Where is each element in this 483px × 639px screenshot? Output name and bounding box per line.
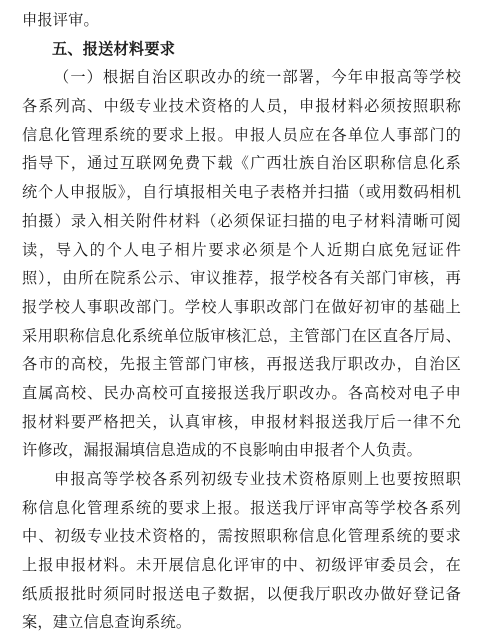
text-line: 直属高校、民办高校可直接报送我厅职改办。各高校对电子申: [22, 383, 461, 402]
text-line: 各市的高校，先报主管部门审核，再报送我厅职改办，自治区: [22, 355, 461, 374]
text-line: 信息化管理系统的要求上报。申报人员应在各单位人事部门的: [22, 125, 461, 144]
text-line: 采用职称信息化系统单位版审核汇总，主管部门在区直各厅局、: [22, 326, 461, 345]
paragraph-first-line: （一）根据自治区职改办的统一部署，今年申报高等学校: [54, 68, 461, 87]
text-line: 报学校人事职改部门。学校人事职改部门在做好初审的基础上: [22, 297, 461, 316]
text-line: 指导下，通过互联网免费下载《广西壮族自治区职称信息化系: [22, 154, 461, 173]
text-line: 许修改，漏报漏填信息造成的不良影响由申报者个人负责。: [22, 441, 423, 460]
text-line: 中、初级专业技术资格的，需按照职称信息化管理系统的要求: [22, 527, 461, 546]
text-line: 统个人申报版》，自行填报相关电子表格并扫描（或用数码相机: [22, 183, 461, 202]
text-line: 申报评审。: [22, 11, 99, 29]
text-line: 拍摄）录入相关附件材料（必须保证扫描的电子材料清晰可阅: [22, 211, 461, 230]
text-line: 称信息化管理系统的要求上报。报送我厅评审高等学校各系列: [22, 498, 461, 517]
text-line: 纸质报批时须同时报送电子数据，以便我厅职改办做好登记备: [22, 584, 461, 603]
text-line: 报材料要严格把关，认真审核，申报材料报送我厅后一律不允: [22, 412, 461, 431]
section-heading: 五、报送材料要求: [52, 39, 176, 58]
text-line: 案，建立信息查询系统。: [22, 613, 192, 632]
text-line: 照），由所在院系公示、审议推荐，报学校各有关部门审核，再: [22, 269, 461, 288]
paragraph-first-line: 申报高等学校各系列初级专业技术资格原则上也要按照职: [54, 470, 461, 488]
text-line: 读，导入的个人电子相片要求必须是个人近期白底免冠证件: [22, 240, 461, 259]
text-line: 各系列高、中级专业技术资格的人员，申报材料必须按照职称: [22, 97, 461, 116]
text-line: 上报申报材料。未开展信息化评审的中、初级评审委员会，在: [22, 556, 461, 575]
